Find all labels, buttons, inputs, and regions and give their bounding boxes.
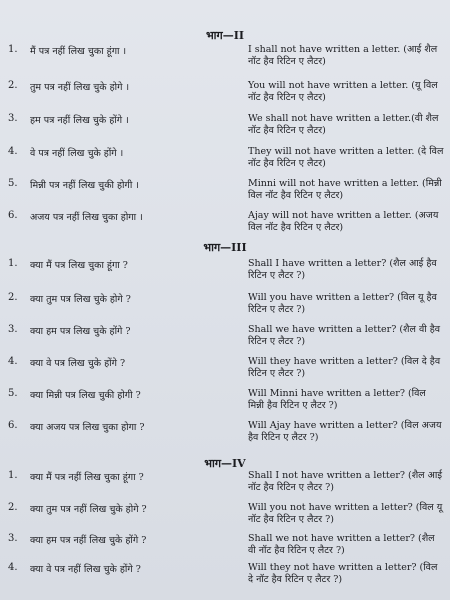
hindi-sentence: वे पत्र नहीं लिख चुके होंगे ।: [30, 148, 124, 159]
english-translation: Will you have written a letter? (विल यू हैव रिटिन ए लैटर ?): [248, 292, 437, 315]
hindi-sentence: क्या हम पत्र नहीं लिख चुके होंगे ?: [30, 535, 147, 546]
english-translation: Shall I have written a letter? (शैल आई हैव रिटिन ए लैटर ?): [248, 258, 437, 281]
english-translation: Shall we have written a letter? (शैल वी हैव रिटिन ए लैटर ?): [248, 324, 441, 347]
hindi-sentence: हम पत्र नहीं लिख चुके होंगे ।: [30, 115, 129, 126]
english-translation: They will not have written a letter. (दे विल नॉट हैव रिटिन ए लैटर): [248, 146, 444, 169]
english-translation: Will you not have written a letter? (विल यू नॉट हैव रिटिन ए लैटर ?): [248, 502, 443, 525]
list-item: [0, 44, 450, 74]
hindi-sentence: क्या मैं पत्र नहीं लिख चुका हूंगा ?: [30, 472, 144, 483]
hindi-sentence: क्या मिन्नी पत्र लिख चुकी होगी ?: [30, 390, 141, 401]
item-number: 1.: [8, 470, 18, 481]
list-item: [0, 470, 450, 500]
item-number: 5.: [8, 178, 18, 189]
list-item: [0, 292, 450, 322]
list-item: [0, 178, 450, 208]
hindi-sentence: क्या तुम पत्र लिख चुके होगे ?: [30, 294, 131, 305]
hindi-sentence: क्या वे पत्र नहीं लिख चुके होंगे ?: [30, 564, 141, 575]
hindi-sentence: क्या मैं पत्र लिख चुका हूंगा ?: [30, 260, 128, 271]
section-title-3: भाग—III: [203, 241, 247, 254]
item-number: 5.: [8, 388, 18, 399]
hindi-sentence: मैं पत्र नहीं लिख चुका हूंगा ।: [30, 46, 127, 57]
item-number: 3.: [8, 113, 18, 124]
english-translation: Will they have written a letter? (विल दे हैव रिटिन ए लैटर ?): [248, 356, 441, 379]
list-item: [0, 113, 450, 143]
list-item: [0, 420, 450, 450]
list-item: [0, 356, 450, 386]
english-translation: Shall we not have written a letter? (शैल वी नॉट हैव रिटिन ए लैटर ?): [248, 533, 435, 556]
item-number: 2.: [8, 292, 18, 303]
list-item: [0, 210, 450, 240]
hindi-sentence: मिन्नी पत्र नहीं लिख चुकी होगी ।: [30, 180, 139, 191]
section-title-2: भाग—II: [205, 29, 245, 42]
hindi-sentence: क्या तुम पत्र नहीं लिख चुके होगे ?: [30, 504, 147, 515]
list-item: [0, 146, 450, 176]
english-translation: Will Minni have written a letter? (विल मिन्नी हैव रिटिन ए लैटर ?): [248, 388, 426, 411]
english-translation: Ajay will not have written a letter. (अजय विल नॉट हैव रिटिन ए लैटर): [248, 210, 439, 233]
item-number: 6.: [8, 420, 18, 431]
item-number: 6.: [8, 210, 18, 221]
hindi-sentence: क्या हम पत्र लिख चुके होंगे ?: [30, 326, 131, 337]
item-number: 1.: [8, 44, 18, 55]
english-translation: You will not have written a letter. (यू विल नॉट हैव रिटिन ए लैटर): [248, 80, 438, 103]
item-number: 1.: [8, 258, 18, 269]
list-item: [0, 562, 450, 592]
english-translation: Minni will not have written a letter. (मिन्नी विल नॉट हैव रिटिन ए लैटर): [248, 178, 442, 201]
item-number: 2.: [8, 502, 18, 513]
hindi-sentence: तुम पत्र नहीं लिख चुके होगे ।: [30, 82, 130, 93]
hindi-sentence: क्या अजय पत्र लिख चुका होगा ?: [30, 422, 145, 433]
hindi-sentence: क्या वे पत्र लिख चुके होंगे ?: [30, 358, 126, 369]
item-number: 4.: [8, 146, 18, 157]
section-title-4: भाग—IV: [204, 457, 246, 470]
list-item: [0, 324, 450, 354]
english-translation: Will Ajay have written a letter? (विल अजय हैव रिटिन ए लैटर ?): [248, 420, 442, 443]
english-translation: Will they not have written a letter? (विल दे नॉट हैव रिटिन ए लैटर ?): [248, 562, 438, 585]
list-item: [0, 80, 450, 110]
item-number: 3.: [8, 324, 18, 335]
item-number: 2.: [8, 80, 18, 91]
item-number: 4.: [8, 562, 18, 573]
list-item: [0, 258, 450, 288]
hindi-sentence: अजय पत्र नहीं लिख चुका होगा ।: [30, 212, 143, 223]
english-translation: Shall I not have written a letter? (शैल आई नॉट हैव रिटिन ए लैटर ?): [248, 470, 442, 493]
english-translation: I shall not have written a letter. (आई शैल नॉट हैव रिटिन ए लैटर): [248, 44, 438, 67]
english-translation: We shall not have written a letter.(वी शैल नॉट हैव रिटिन ए लैटर): [248, 113, 439, 136]
list-item: [0, 388, 450, 418]
item-number: 4.: [8, 356, 18, 367]
list-item: [0, 533, 450, 563]
list-item: [0, 502, 450, 532]
item-number: 3.: [8, 533, 18, 544]
